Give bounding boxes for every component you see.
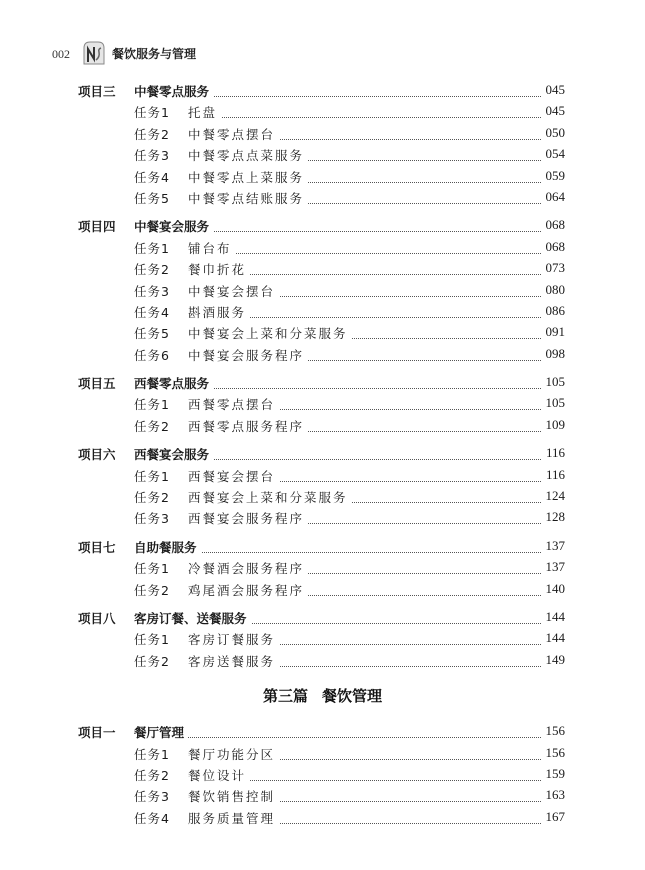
task-title: 铺台布 bbox=[188, 239, 236, 257]
entry-spacer bbox=[0, 600, 645, 607]
toc-task-entry[interactable] bbox=[0, 507, 645, 528]
task-number: 任务4 bbox=[134, 304, 170, 320]
page-reference: 159 bbox=[542, 766, 566, 782]
toc-project-entry[interactable] bbox=[0, 607, 645, 628]
toc-section-before bbox=[0, 80, 645, 671]
toc-project-entry[interactable] bbox=[0, 721, 645, 742]
dot-leader bbox=[134, 721, 561, 738]
part-number: 第三篇 bbox=[262, 687, 308, 706]
page-reference: 086 bbox=[542, 303, 566, 319]
dot-leader bbox=[188, 101, 561, 118]
task-title: 餐位设计 bbox=[188, 766, 250, 784]
toc-project-entry[interactable] bbox=[0, 215, 645, 236]
task-number: 任务1 bbox=[134, 397, 170, 413]
toc-task-entry[interactable] bbox=[0, 486, 645, 507]
toc-task-entry[interactable] bbox=[0, 166, 645, 187]
project-number: 项目五 bbox=[78, 376, 116, 392]
toc-task-entry[interactable] bbox=[0, 807, 645, 828]
toc-task-entry[interactable] bbox=[0, 628, 645, 649]
toc-task-entry[interactable] bbox=[0, 557, 645, 578]
page-reference: 045 bbox=[542, 82, 566, 98]
part-heading bbox=[0, 671, 645, 721]
project-title: 西餐零点服务 bbox=[134, 374, 213, 392]
toc-task-entry[interactable] bbox=[0, 101, 645, 122]
project-number: 项目三 bbox=[78, 84, 116, 99]
task-number: 任务2 bbox=[134, 653, 170, 669]
toc-project-entry[interactable] bbox=[0, 372, 645, 393]
page-reference: 140 bbox=[542, 581, 566, 597]
task-number: 任务5 bbox=[134, 326, 170, 342]
task-title: 中餐宴会服务程序 bbox=[188, 346, 308, 364]
task-number: 任务1 bbox=[134, 632, 170, 648]
toc-task-entry[interactable] bbox=[0, 785, 645, 806]
toc-task-entry[interactable] bbox=[0, 344, 645, 365]
task-title: 服务质量管理 bbox=[188, 809, 279, 827]
book-logo-icon bbox=[82, 40, 106, 66]
project-number: 项目八 bbox=[78, 610, 116, 626]
toc-task-entry[interactable] bbox=[0, 322, 645, 343]
toc-task-entry[interactable] bbox=[0, 123, 645, 144]
toc-task-entry[interactable] bbox=[0, 144, 645, 165]
task-title: 托盘 bbox=[188, 103, 221, 121]
page-reference: 109 bbox=[542, 417, 566, 433]
page-reference: 144 bbox=[542, 630, 566, 646]
task-title: 中餐宴会摆台 bbox=[188, 282, 279, 300]
page-header bbox=[52, 40, 612, 66]
toc-project-entry[interactable] bbox=[0, 443, 645, 464]
task-number: 任务3 bbox=[134, 148, 170, 164]
toc-task-entry[interactable] bbox=[0, 258, 645, 279]
task-number: 任务1 bbox=[134, 746, 170, 762]
page-reference: 149 bbox=[542, 652, 566, 668]
toc-task-entry[interactable] bbox=[0, 393, 645, 414]
book-title: 餐饮服务与管理 bbox=[112, 47, 197, 61]
dot-leader bbox=[188, 237, 561, 254]
project-title: 客房订餐、送餐服务 bbox=[134, 609, 251, 627]
toc-task-entry[interactable] bbox=[0, 465, 645, 486]
page-reference: 167 bbox=[542, 809, 566, 825]
task-title: 餐巾折花 bbox=[188, 260, 250, 278]
toc-task-entry[interactable] bbox=[0, 237, 645, 258]
page-reference: 128 bbox=[542, 509, 566, 525]
task-title: 中餐零点结账服务 bbox=[188, 189, 308, 207]
table-of-contents bbox=[0, 80, 645, 828]
page-number: 002 bbox=[52, 47, 70, 61]
task-title: 鸡尾酒会服务程序 bbox=[188, 581, 308, 599]
task-number: 任务4 bbox=[134, 169, 170, 185]
page-reference: 124 bbox=[542, 488, 566, 504]
task-number: 任务1 bbox=[134, 105, 170, 121]
toc-task-entry[interactable] bbox=[0, 280, 645, 301]
task-title: 西餐宴会上菜和分菜服务 bbox=[188, 488, 352, 506]
task-title: 西餐宴会摆台 bbox=[188, 467, 279, 485]
task-number: 任务3 bbox=[134, 511, 170, 527]
entry-spacer bbox=[0, 529, 645, 536]
entry-spacer bbox=[0, 208, 645, 215]
task-title: 斟酒服务 bbox=[188, 303, 250, 321]
task-number: 任务5 bbox=[134, 190, 170, 206]
entry-spacer bbox=[0, 365, 645, 372]
page-reference: 116 bbox=[542, 445, 565, 461]
toc-section-after bbox=[0, 721, 645, 828]
toc-task-entry[interactable] bbox=[0, 579, 645, 600]
toc-task-entry[interactable] bbox=[0, 301, 645, 322]
page-reference: 156 bbox=[542, 723, 566, 739]
page-reference: 098 bbox=[542, 346, 566, 362]
task-number: 任务1 bbox=[134, 561, 170, 577]
task-number: 任务3 bbox=[134, 789, 170, 805]
task-title: 中餐零点上菜服务 bbox=[188, 168, 308, 186]
page-reference: 068 bbox=[542, 239, 566, 255]
page-reference: 059 bbox=[542, 168, 566, 184]
task-title: 中餐宴会上菜和分菜服务 bbox=[188, 324, 352, 342]
project-title: 餐厅管理 bbox=[134, 723, 188, 741]
task-title: 餐饮销售控制 bbox=[188, 787, 279, 805]
page-reference: 105 bbox=[542, 374, 566, 390]
page-reference: 080 bbox=[542, 282, 566, 298]
task-title: 中餐零点摆台 bbox=[188, 125, 279, 143]
toc-task-entry[interactable] bbox=[0, 187, 645, 208]
task-title: 西餐宴会服务程序 bbox=[188, 509, 308, 527]
project-number: 项目六 bbox=[78, 447, 116, 463]
page-reference: 137 bbox=[542, 538, 566, 554]
task-number: 任务2 bbox=[134, 262, 170, 278]
project-number: 项目一 bbox=[78, 725, 116, 741]
task-title: 西餐零点摆台 bbox=[188, 395, 279, 413]
page-reference: 163 bbox=[542, 787, 566, 803]
page-reference: 105 bbox=[542, 395, 566, 411]
page-reference: 073 bbox=[542, 260, 566, 276]
project-title: 中餐零点服务 bbox=[134, 82, 213, 100]
page-reference: 050 bbox=[542, 125, 566, 141]
task-title: 餐厅功能分区 bbox=[188, 745, 279, 763]
task-title: 客房送餐服务 bbox=[188, 652, 279, 670]
page-reference: 116 bbox=[542, 467, 565, 483]
task-number: 任务4 bbox=[134, 810, 170, 826]
page-reference: 068 bbox=[542, 217, 566, 233]
task-number: 任务2 bbox=[134, 418, 170, 434]
page-reference: 054 bbox=[542, 146, 566, 162]
task-title: 冷餐酒会服务程序 bbox=[188, 559, 308, 577]
entry-spacer bbox=[0, 436, 645, 443]
toc-project-entry[interactable] bbox=[0, 80, 645, 101]
project-number: 项目四 bbox=[78, 219, 116, 235]
page-reference: 064 bbox=[542, 189, 566, 205]
toc-task-entry[interactable] bbox=[0, 415, 645, 436]
project-title: 自助餐服务 bbox=[134, 538, 201, 556]
project-number: 项目七 bbox=[78, 539, 116, 555]
task-title: 客房订餐服务 bbox=[188, 630, 279, 648]
page-reference: 045 bbox=[542, 103, 566, 119]
task-number: 任务2 bbox=[134, 582, 170, 598]
toc-task-entry[interactable] bbox=[0, 650, 645, 671]
task-number: 任务3 bbox=[134, 283, 170, 299]
task-number: 任务6 bbox=[134, 347, 170, 363]
task-number: 任务2 bbox=[134, 767, 170, 783]
task-number: 任务1 bbox=[134, 468, 170, 484]
page-reference: 137 bbox=[542, 559, 566, 575]
page-reference: 091 bbox=[542, 324, 566, 340]
toc-task-entry[interactable] bbox=[0, 743, 645, 764]
task-title: 西餐零点服务程序 bbox=[188, 417, 308, 435]
task-number: 任务1 bbox=[134, 240, 170, 256]
task-number: 任务2 bbox=[134, 490, 170, 506]
task-number: 任务2 bbox=[134, 126, 170, 142]
page-reference: 144 bbox=[542, 609, 566, 625]
page-reference: 156 bbox=[542, 745, 566, 761]
project-title: 西餐宴会服务 bbox=[134, 445, 213, 463]
part-name: 餐饮管理 bbox=[322, 687, 383, 706]
task-title: 中餐零点点菜服务 bbox=[188, 146, 308, 164]
toc-project-entry[interactable] bbox=[0, 536, 645, 557]
project-title: 中餐宴会服务 bbox=[134, 217, 213, 235]
toc-task-entry[interactable] bbox=[0, 764, 645, 785]
